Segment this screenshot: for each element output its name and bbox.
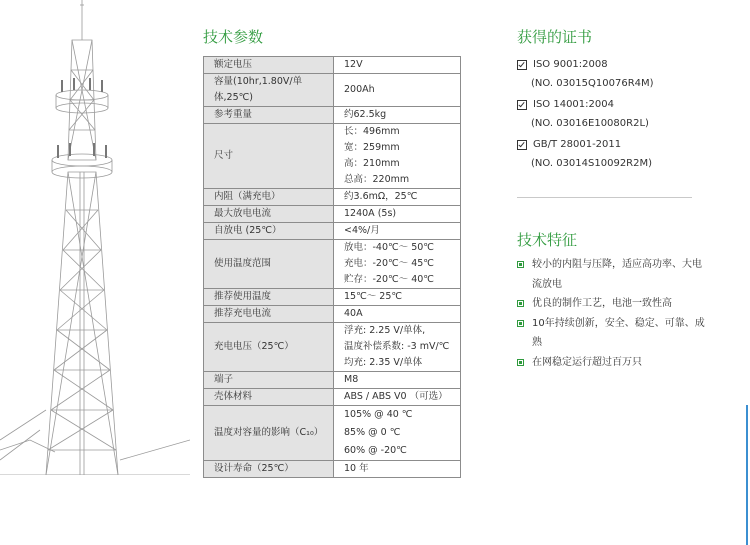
spec-value-line: 均充: 2.35 V/单体 [344, 357, 423, 368]
certificate-name: ISO 9001:2008 [533, 59, 608, 70]
spec-value [334, 107, 461, 124]
spec-label: 推荐充电电流 [204, 306, 334, 323]
spec-row [204, 406, 461, 461]
spec-label: 设计寿命（25℃） [204, 461, 334, 478]
spec-value [334, 206, 461, 223]
spec-value [334, 74, 461, 107]
spec-value-line: 40A [344, 308, 363, 319]
section-divider [517, 197, 692, 198]
spec-value-line: 10 年 [344, 463, 369, 474]
spec-value-line: <4%/月 [344, 225, 380, 236]
spec-row [204, 57, 461, 74]
spec-value-line: 约62.5kg [344, 109, 387, 120]
page-edge-accent [746, 405, 748, 545]
feature-text: 优良的制作工艺，电池一致性高 [532, 298, 672, 309]
spec-row [204, 389, 461, 406]
spec-label: 容量(10hr,1.80V/单体,25℃) [204, 74, 334, 107]
spec-value [334, 57, 461, 74]
bullet-icon [517, 320, 524, 327]
certificate-item [517, 135, 654, 173]
spec-row [204, 107, 461, 124]
spec-value [334, 306, 461, 323]
bullet-icon [517, 359, 524, 366]
spec-row [204, 223, 461, 240]
feature-list [517, 255, 707, 372]
spec-table [203, 56, 461, 478]
spec-label: 自放电 (25℃） [204, 223, 334, 240]
spec-row [204, 289, 461, 306]
spec-value-line: 放电：-40℃～ 50℃ [344, 242, 434, 253]
spec-value-line: 200Ah [344, 84, 375, 95]
certificate-name: GB/T 28001-2011 [533, 139, 622, 150]
spec-value [334, 389, 461, 406]
spec-value-line: 85% @ 0 ℃ [344, 427, 401, 438]
spec-value-line: 充电：-20℃～ 45℃ [344, 258, 434, 269]
feature-text: 在网稳定运行超过百万只 [532, 356, 642, 368]
spec-heading: 技术参数 [203, 28, 264, 46]
spec-value-line: 60% @ -20℃ [344, 445, 407, 456]
spec-value-line: 浮充: 2.25 V/单体, [344, 325, 426, 336]
spec-label: 最大放电电流 [204, 206, 334, 223]
spec-value [334, 406, 461, 461]
checkbox-icon [517, 100, 527, 110]
spec-value-line: 温度补偿系数: -3 mV/℃ [344, 341, 450, 352]
spec-label: 推荐使用温度 [204, 289, 334, 306]
spec-row [204, 372, 461, 389]
feature-item [517, 255, 707, 294]
spec-row [204, 461, 461, 478]
spec-value [334, 372, 461, 389]
spec-value [334, 323, 461, 372]
spec-value [334, 289, 461, 306]
spec-label: 使用温度范围 [204, 240, 334, 289]
spec-value [334, 189, 461, 206]
spec-value [334, 461, 461, 478]
spec-value-line: 总高：220mm [344, 174, 410, 185]
spec-value-line: 宽：259mm [344, 142, 400, 153]
spec-label: 充电电压（25℃） [204, 323, 334, 372]
spec-value [334, 223, 461, 240]
certificate-item [517, 55, 654, 93]
spec-value [334, 240, 461, 289]
spec-row [204, 189, 461, 206]
spec-value-line: M8 [344, 374, 359, 385]
spec-label: 额定电压 [204, 57, 334, 74]
spec-value-line: ABS / ABS V0 （可选） [344, 391, 448, 402]
spec-label: 内阻（满充电） [204, 189, 334, 206]
spec-value-line: 高：210mm [344, 158, 400, 169]
spec-label: 端子 [204, 372, 334, 389]
features-heading: 技术特征 [517, 231, 578, 249]
spec-value-line: 长：496mm [344, 126, 400, 137]
spec-label: 尺寸 [204, 124, 334, 189]
spec-label: 温度对容量的影响（C₁₀） [204, 406, 334, 461]
spec-row [204, 124, 461, 189]
checkbox-icon [517, 60, 527, 70]
spec-value-line: 12V [344, 59, 363, 70]
spec-row [204, 240, 461, 289]
bullet-icon [517, 300, 524, 307]
spec-value-line: 105% @ 40 ℃ [344, 409, 413, 420]
certificate-number: (NO. 03015Q10076R4M) [531, 78, 654, 89]
spec-row [204, 206, 461, 223]
telecom-tower-image [0, 0, 190, 475]
spec-row [204, 74, 461, 107]
spec-value-line: 贮存：-20℃～ 40℃ [344, 274, 434, 285]
certificate-list [517, 55, 654, 175]
checkbox-icon [517, 140, 527, 150]
bullet-icon [517, 261, 524, 268]
spec-label: 参考重量 [204, 107, 334, 124]
feature-item [517, 294, 707, 314]
spec-value-line: 1240A (5s) [344, 208, 397, 219]
certificates-heading: 获得的证书 [517, 28, 593, 46]
certificate-item [517, 95, 654, 133]
spec-label: 壳体材料 [204, 389, 334, 406]
certificate-name: ISO 14001:2004 [533, 99, 614, 110]
spec-value-line: 约3.6mΩ，25℃ [344, 191, 418, 202]
certificate-number: (NO. 03016E10080R2L) [531, 118, 649, 129]
feature-text: 10年持续创新，安全、稳定、可靠、成熟 [532, 317, 705, 348]
spec-row [204, 323, 461, 372]
spec-row [204, 306, 461, 323]
spec-value [334, 124, 461, 189]
feature-item [517, 353, 707, 373]
feature-text: 较小的内阻与压降，适应高功率、大电流放电 [532, 259, 702, 290]
spec-value-line: 15℃～ 25℃ [344, 291, 403, 302]
certificate-number: (NO. 03014S10092R2M) [531, 158, 653, 169]
feature-item [517, 314, 707, 353]
